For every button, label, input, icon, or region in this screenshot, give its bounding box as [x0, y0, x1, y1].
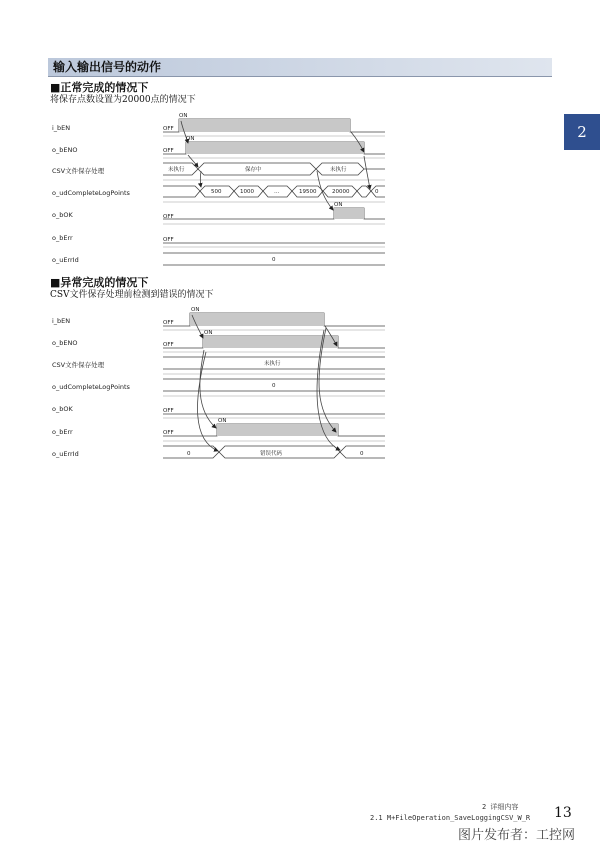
- on-label: ON: [204, 330, 213, 336]
- off-label: OFF: [163, 408, 174, 414]
- watermark: 图片发布者：工控网: [458, 828, 576, 843]
- o-berr-on-fill: [217, 424, 338, 436]
- off-label: OFF: [163, 237, 174, 243]
- off-label: OFF: [163, 342, 174, 348]
- errid-value: 错误代码: [260, 451, 283, 457]
- on-label: ON: [334, 202, 343, 208]
- arrow-eno-to-csv: [188, 155, 198, 167]
- csv-state: 未执行: [330, 167, 347, 173]
- signal-label: i_bEN: [52, 124, 71, 132]
- errid-value: 0: [187, 451, 191, 457]
- signal-label: o_uErrId: [52, 256, 79, 264]
- normal-heading: ■正常完成的情况下: [50, 81, 149, 94]
- signal-label: o_udCompleteLogPoints: [52, 189, 130, 197]
- point-value: 500: [211, 189, 222, 195]
- signal-label: o_bOK: [52, 405, 73, 413]
- on-label: ON: [191, 307, 200, 313]
- signal-label: i_bEN: [52, 317, 71, 325]
- signal-label: o_bENO: [52, 146, 78, 154]
- off-label: OFF: [163, 126, 174, 132]
- signal-label: CSV文件保存处理: [52, 167, 105, 175]
- signal-label: o_udCompleteLogPoints: [52, 383, 130, 391]
- signal-label: o_uErrId: [52, 450, 79, 458]
- arrow-csv-end-to-ok: [317, 171, 333, 210]
- csv-state: 保存中: [245, 167, 262, 173]
- abnormal-desc: CSV文件保存处理前检测到错误的情况下: [50, 290, 214, 300]
- on-label: ON: [179, 113, 188, 119]
- chapter-tab[interactable]: 2: [564, 114, 600, 150]
- o-beno-on-fill: [186, 142, 364, 154]
- point-value: 1000: [240, 189, 254, 195]
- footer-chapter: 2 详细内容: [482, 803, 519, 811]
- o-beno-on-fill: [203, 336, 338, 348]
- arrow-eno-off-to-points: [364, 156, 370, 189]
- off-label: OFF: [163, 320, 174, 326]
- csv-state: 未执行: [168, 167, 185, 173]
- point-value: 0: [375, 189, 379, 195]
- off-label: OFF: [163, 430, 174, 436]
- signal-label: CSV文件保存处理: [52, 361, 105, 369]
- signal-label: o_bErr: [52, 234, 73, 242]
- signal-label: o_bENO: [52, 339, 78, 347]
- errid-value: 0: [272, 257, 276, 263]
- on-label: ON: [218, 418, 227, 424]
- o-bok-on-fill: [334, 208, 364, 219]
- signal-label: o_bErr: [52, 428, 73, 436]
- point-value: …: [274, 189, 280, 195]
- csv-state: 未执行: [264, 361, 281, 367]
- signal-label: o_bOK: [52, 211, 73, 219]
- i-ben-on-fill: [179, 119, 350, 132]
- points-value: 0: [272, 383, 276, 389]
- normal-desc: 将保存点数设置为20000点的情况下: [50, 95, 196, 105]
- on-label: ON: [186, 136, 195, 142]
- abnormal-heading: ■异常完成的情况下: [50, 276, 149, 289]
- footer-section: 2.1 M+FileOperation_SaveLoggingCSV_W_R: [370, 814, 531, 822]
- i-ben-on-fill: [190, 313, 324, 326]
- page-number: 13: [554, 805, 572, 821]
- point-value: 20000: [332, 189, 350, 195]
- point-value: 19500: [299, 189, 317, 195]
- section-title: 输入输出信号的动作: [53, 60, 162, 74]
- arrow-eno-to-err: [200, 350, 216, 428]
- off-label: OFF: [163, 214, 174, 220]
- arrow-csv-to-points: [200, 171, 201, 187]
- off-label: OFF: [163, 148, 174, 154]
- errid-value: 0: [360, 451, 364, 457]
